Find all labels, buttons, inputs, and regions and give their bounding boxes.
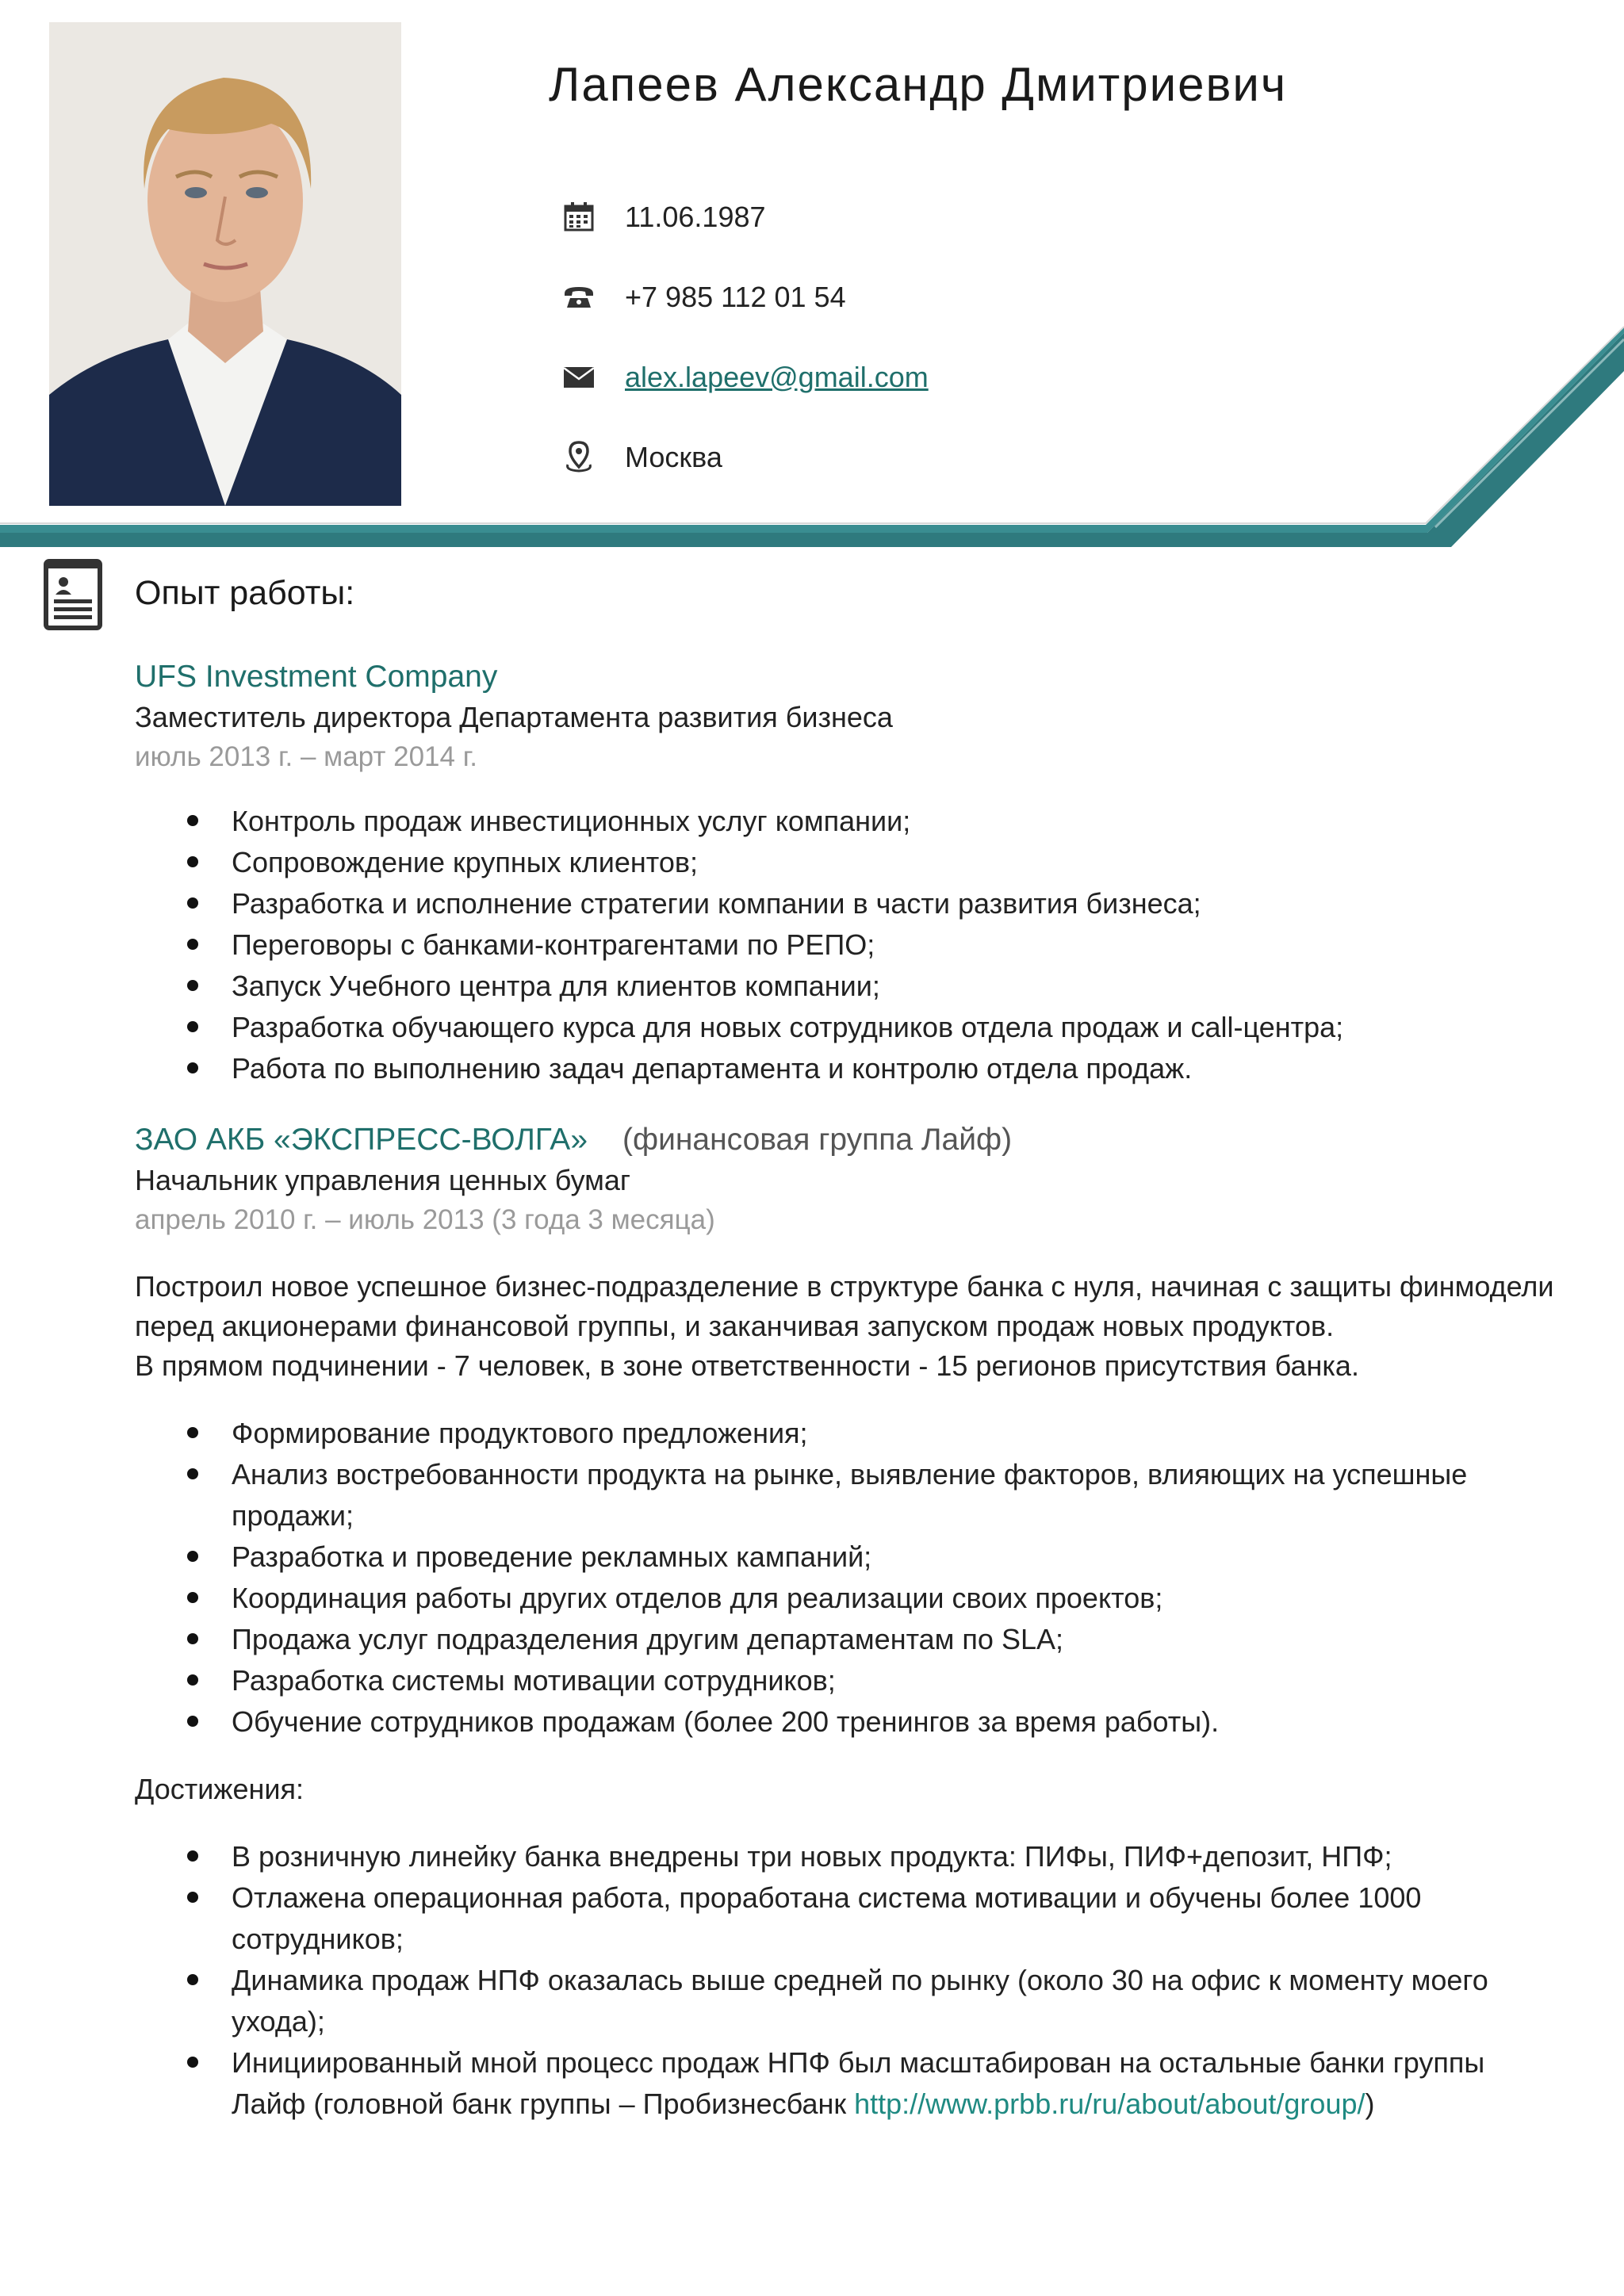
job-period: июль 2013 г. – март 2014 г. [135, 741, 477, 772]
birthdate-value: 11.06.1987 [625, 200, 766, 233]
list-item: Динамика продаж НПФ оказалась выше средней по рынку (около 30 на офис к моменту моего ухода); [135, 1960, 1562, 2042]
list-item: Разработка обучающего курса для новых сотрудников отдела продаж и call-центра; [135, 1007, 1562, 1048]
list-item: В розничную линейку банка внедрены три новых продукта: ПИФы, ПИФ+депозит, НПФ; [135, 1836, 1562, 1877]
list-item: Запуск Учебного центра для клиентов компании; [135, 966, 1562, 1007]
achievement-text: Инициированный мной процесс продаж НПФ был масштабирован на остальные банки группы Лайф (головной банк группы – Пробизнесбанк [232, 2046, 1485, 2120]
city-value: Москва [625, 440, 722, 473]
list-item: Разработка и исполнение стратегии компании в части развития бизнеса; [135, 883, 1562, 924]
list-item: Контроль продаж инвестиционных услуг компании; [135, 801, 1562, 842]
job-entry [135, 1119, 1562, 2125]
job-summary-team: В прямом подчинении - 7 человек, в зоне ответственности - 15 регионов присутствия банка. [135, 1349, 1359, 1382]
location-pin-icon [561, 439, 596, 474]
list-item: Координация работы других отделов для реализации своих проектов; [135, 1578, 1562, 1619]
company-name: ЗАО АКБ «ЭКСПРЕСС-ВОЛГА» [135, 1123, 588, 1157]
contact-birthdate [561, 176, 929, 256]
company-group: (финансовая группа Лайф) [622, 1123, 1013, 1157]
phone-icon [561, 279, 596, 314]
list-item: Сопровождение крупных клиентов; [135, 842, 1562, 883]
job-entry [135, 656, 1562, 1089]
contact-city [561, 416, 929, 496]
contact-phone [561, 256, 929, 336]
list-item: Разработка и проведение рекламных кампаний; [135, 1536, 1562, 1578]
list-item: Переговоры с банками-контрагентами по РЕПО; [135, 924, 1562, 966]
achievement-tail: ) [1365, 2087, 1375, 2120]
contact-email [561, 336, 929, 416]
company-name-line [135, 1119, 1562, 1161]
list-item: Обучение сотрудников продажам (более 200 тренингов за время работы). [135, 1701, 1562, 1743]
job-position: Начальник управления ценных бумаг [135, 1164, 631, 1196]
list-item: Работа по выполнению задач департамента и контролю отдела продаж. [135, 1048, 1562, 1089]
duties-list [135, 1413, 1562, 1743]
list-item: Отлажена операционная работа, проработана система мотивации и обучены более 1000 сотрудников; [135, 1877, 1562, 1960]
section-title-experience: Опыт работы: [135, 574, 355, 612]
job-period: апрель 2010 г. – июль 2013 (3 года 3 месяца) [135, 1204, 715, 1235]
envelope-icon [561, 359, 596, 394]
email-link[interactable]: alex.lapeev@gmail.com [625, 360, 929, 393]
duties-list [135, 801, 1562, 1089]
profile-photo [49, 22, 401, 506]
list-item: Продажа услуг подразделения другим департаментам по SLA; [135, 1619, 1562, 1660]
calendar-icon [561, 199, 596, 234]
list-item: Разработка системы мотивации сотрудников; [135, 1660, 1562, 1701]
list-item [135, 2042, 1562, 2125]
group-link[interactable]: http://www.prbb.ru/ru/about/about/group/ [854, 2087, 1365, 2120]
contact-list [561, 176, 929, 496]
achievements-list [135, 1836, 1562, 2125]
company-name: UFS Investment Company [135, 660, 498, 694]
full-name: Лапеев Александр Дмитриевич [549, 58, 1288, 111]
achievements-label: Достижения: [135, 1773, 304, 1805]
list-item: Анализ востребованности продукта на рынке, выявление факторов, влияющих на успешные продажи; [135, 1454, 1562, 1536]
job-position: Заместитель директора Департамента развития бизнеса [135, 701, 893, 733]
resume-document-icon [43, 558, 103, 631]
experience-content [135, 656, 1562, 2125]
job-summary: Построил новое успешное бизнес-подразделение в структуре банка с нуля, начиная с защиты финмодели перед акционерами финансовой группы, и заканчивая запуском продаж новых продуктов. [135, 1270, 1554, 1342]
list-item: Формирование продуктового предложения; [135, 1413, 1562, 1454]
phone-value: +7 985 112 01 54 [625, 280, 846, 313]
